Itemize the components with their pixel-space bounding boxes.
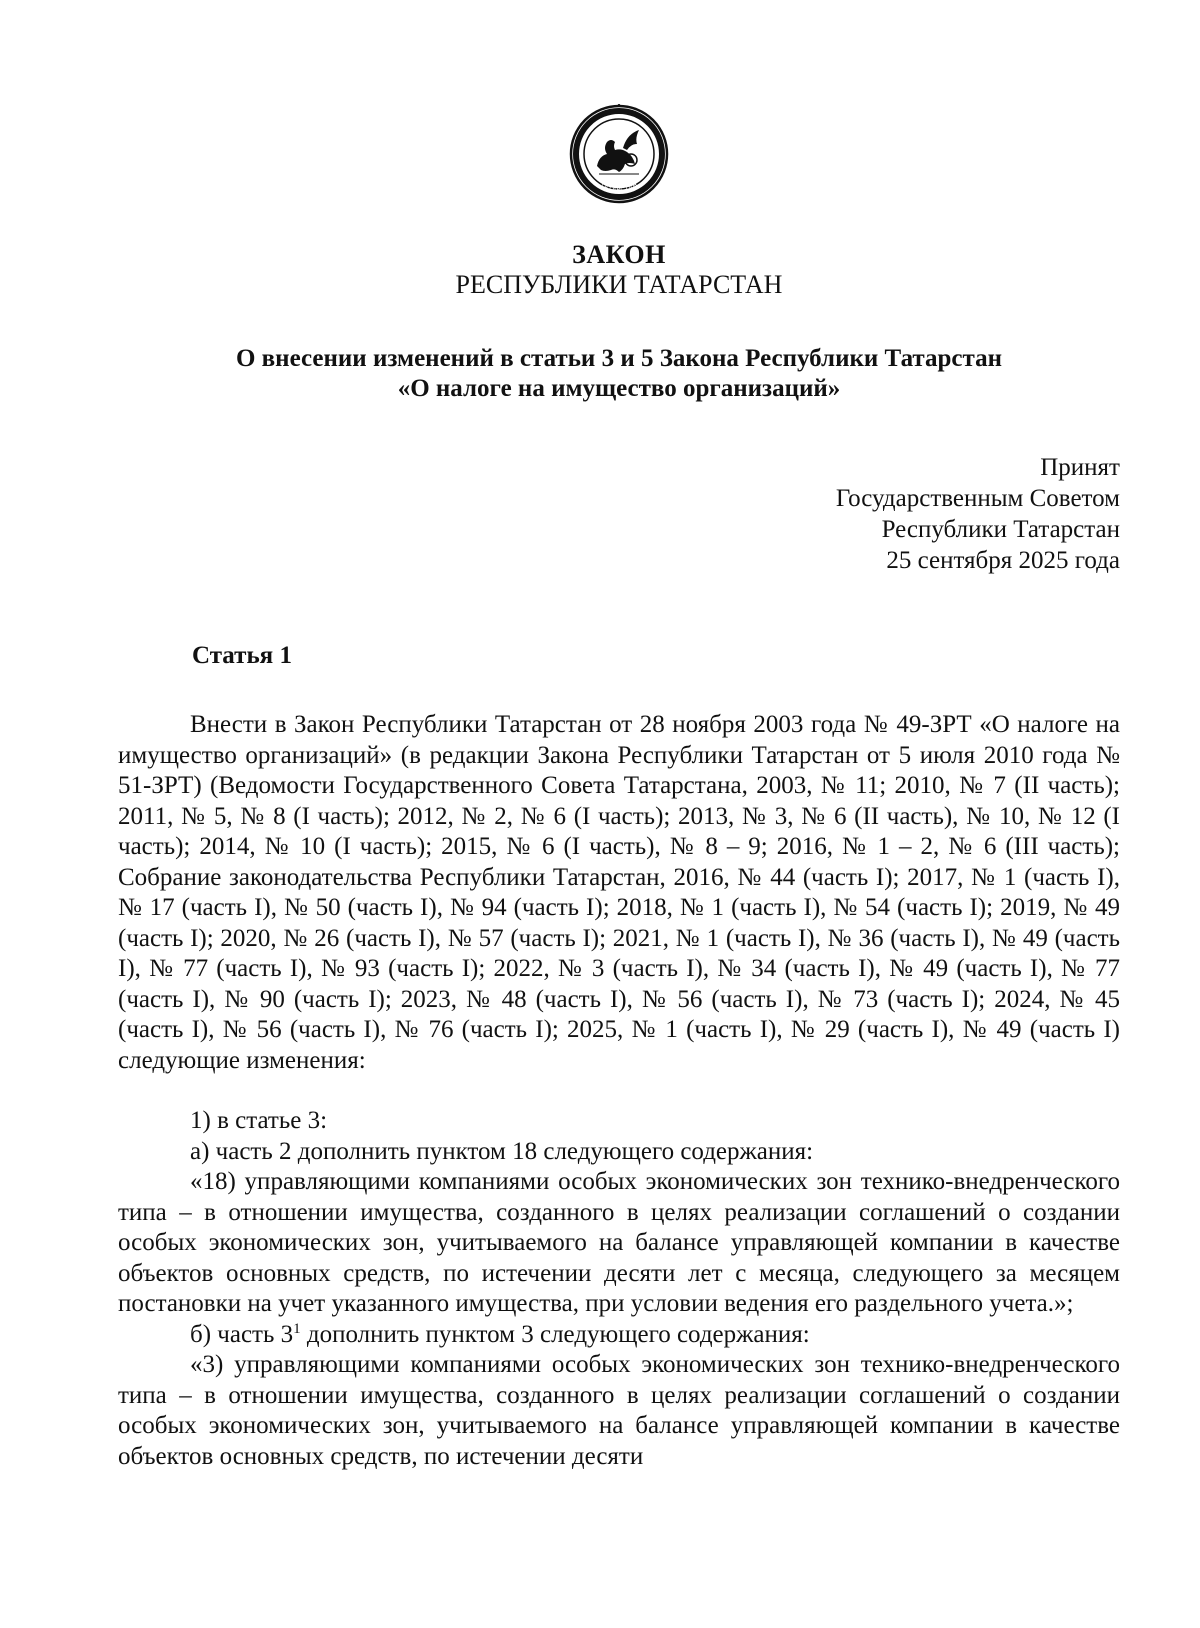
item-1: 1) в статье 3: xyxy=(190,1107,328,1134)
item-1b-prefix: б) часть 3 xyxy=(190,1320,294,1348)
law-heading-line-1: О внесении изменений в статьи 3 и 5 Закона Республики Татарстан xyxy=(235,345,1003,372)
item-1b-suffix: дополнить пунктом 3 следующего содержания: xyxy=(300,1320,810,1348)
adoption-line-2: Государственным Советом xyxy=(835,485,1120,512)
item-1a: а) часть 2 дополнить пунктом 18 следующего содержания: xyxy=(190,1137,814,1165)
adoption-block xyxy=(118,452,1120,576)
law-heading-line-2: «О налоге на имущество организаций» xyxy=(397,375,841,402)
article-title: Статья 1 xyxy=(192,642,292,669)
adoption-line-3: Республики Татарстан xyxy=(881,516,1120,543)
law-title-block xyxy=(118,240,1120,300)
emblem-ring-text: ТАТАРСТАН xyxy=(598,181,640,194)
tatarstan-emblem-icon xyxy=(569,104,669,204)
item-1b-text: «3) управляющими компаниями особых экономических зон технико-внедренческого типа – в отношении имущества, созданного в целях реализации соглашений о создании особых экономических зон, учитываемого на балансе управляющей компании в качестве объектов основных средств, по истечении десяти xyxy=(118,1351,1120,1470)
emblem-container xyxy=(118,0,1120,206)
law-subtitle: РЕСПУБЛИКИ ТАТАРСТАН xyxy=(455,270,783,299)
article-body xyxy=(118,710,1120,1472)
item-1b xyxy=(118,1320,1120,1351)
item-1b-superscript: 1 xyxy=(293,1320,301,1337)
adoption-line-1: Принят xyxy=(1040,454,1120,481)
article-intro-paragraph: Внести в Закон Республики Татарстан от 28 ноября 2003 года № 49-ЗРТ «О налоге на имущество организаций» (в редакции Закона Республики Татарстан от 5 июля 2010 года № 51-ЗРТ) (Ведомости Государственного Совета Татарстана, 2003, № 11; 2010, № 7 (II часть); 2011, № 5, № 8 (I часть); 2012, № 2, № 6 (I часть); 2013, № 3, № 6 (II часть), № 10, № 12 (I часть); 2014, № 10 (I часть); 2015, № 6 (I часть), № 8 – 9; 2016, № 1 – 2, № 6 (III часть); Собрание законодательства Республики Татарстан, 2016, № 44 (часть I); 2017, № 1 (часть I), № 17 (часть I), № 50 (часть I), № 94 (часть I); 2018, № 1 (часть I), № 54 (часть I); 2019, № 49 (часть I); 2020, № 26 (часть I), № 57 (часть I); 2021, № 1 (часть I), № 36 (часть I), № 49 (часть I), № 77 (часть I), № 93 (часть I); 2022, № 3 (часть I), № 34 (часть I), № 49 (часть I), № 77 (часть I), № 90 (часть I); 2023, № 48 (часть I), № 56 (часть I), № 73 (часть I); 2024, № 45 (часть I), № 56 (часть I), № 76 (часть I); 2025, № 1 (часть I), № 29 (часть I), № 49 (часть I) следующие изменения: xyxy=(118,711,1120,1074)
adoption-date: 25 сентября 2025 года xyxy=(886,547,1120,574)
law-title: ЗАКОН xyxy=(572,240,666,269)
item-1a-text: «18) управляющими компаниями особых экономических зон технико-внедренческого типа – в отношении имущества, созданного в целях реализации соглашений о создании особых экономических зон, учитываемого на балансе управляющей компании в качестве объектов основных средств, по истечении десяти лет с месяца, следующего за месяцем постановки на учет указанного имущества, при условии ведения его раздельного учета.»; xyxy=(118,1168,1120,1317)
law-heading xyxy=(118,344,1120,404)
